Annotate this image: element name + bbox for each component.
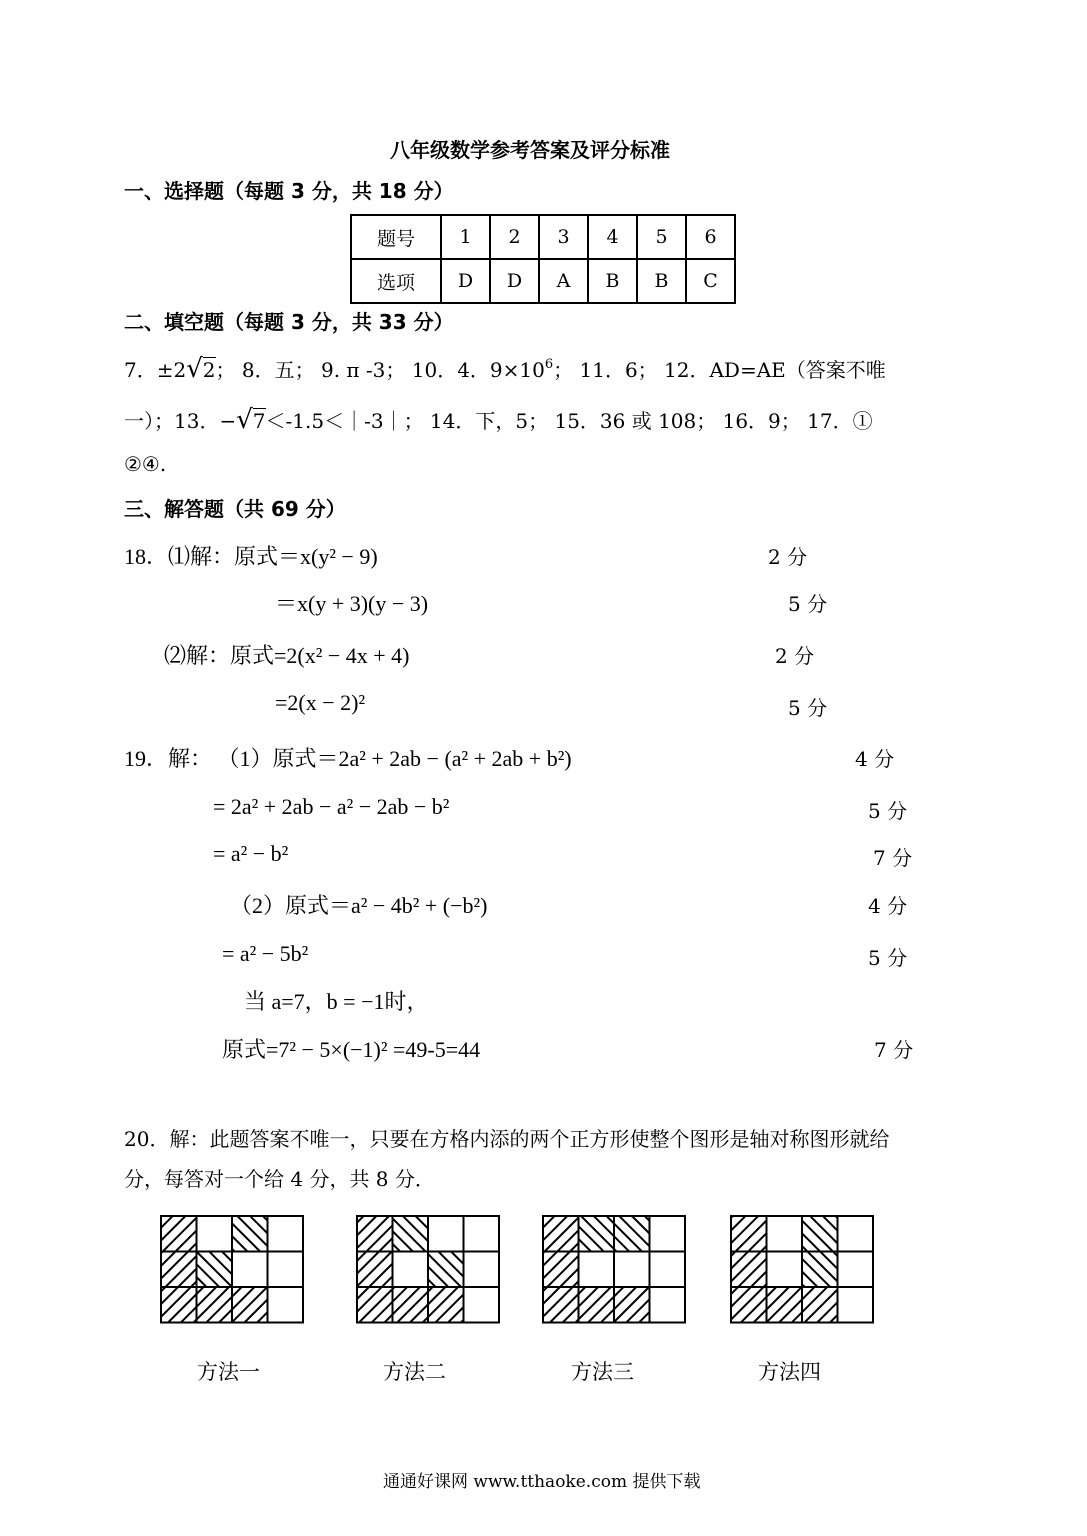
exponent: 6 — [544, 357, 554, 372]
empty-square — [767, 1216, 803, 1252]
q19-step-2: = 2a² + 2ab − a² − 2ab − b² — [213, 794, 450, 819]
shaded-square — [802, 1216, 838, 1252]
empty-square — [393, 1252, 429, 1288]
empty-square — [197, 1216, 233, 1252]
empty-square — [650, 1287, 686, 1323]
text-fragment: 一）；13．− — [124, 409, 237, 433]
sqrt-radicand: 2 — [202, 358, 216, 382]
text-fragment: ＜-1.5＜｜-3｜； 14．下，5； 15．36 或 108； 16．9； 17．① — [265, 409, 873, 433]
q18-step-4: =2(x − 2)² — [275, 690, 366, 715]
empty-square — [464, 1287, 500, 1323]
shaded-square — [428, 1287, 464, 1323]
sqrt-radicand: 7 — [252, 409, 266, 433]
grid-figure-1 — [161, 1216, 303, 1323]
q18-step-1: 18．⑴解：原式＝x(y² − 9) — [124, 544, 378, 569]
empty-square — [579, 1252, 615, 1288]
shaded-square — [232, 1287, 268, 1323]
table-cell: 6 — [686, 215, 735, 259]
q19-condition: 当 a=7，b = −1时， — [244, 989, 429, 1014]
table-cell: D — [490, 259, 539, 303]
table-cell: D — [441, 259, 490, 303]
shaded-square — [357, 1287, 393, 1323]
table-cell: 5 — [637, 215, 686, 259]
table-cell: B — [588, 259, 637, 303]
empty-square — [838, 1252, 874, 1288]
empty-square — [428, 1216, 464, 1252]
shaded-square — [731, 1216, 767, 1252]
shaded-square — [731, 1252, 767, 1288]
q18-score-2: 5 分 — [788, 592, 828, 616]
text-fragment: ； 8．五； 9. π -3； 10．4．9×10 — [215, 358, 545, 382]
table-cell: 3 — [539, 215, 588, 259]
shaded-square — [543, 1252, 579, 1288]
shaded-square — [543, 1287, 579, 1323]
q19-step-4: （2）原式＝a² − 4b² + (−b²) — [230, 893, 488, 918]
table-header-number: 题号 — [351, 215, 441, 259]
q19-score-1: 4 分 — [855, 747, 895, 771]
empty-square — [268, 1252, 304, 1288]
empty-square — [268, 1216, 304, 1252]
shaded-square — [428, 1252, 464, 1288]
shaded-square — [579, 1287, 615, 1323]
section-heading-fill: 二、填空题（每题 3 分，共 33 分） — [124, 310, 454, 334]
q18-score-3: 2 分 — [775, 644, 815, 668]
grid-figure-3 — [543, 1216, 685, 1323]
empty-square — [650, 1252, 686, 1288]
q19-score-5: 5 分 — [868, 946, 908, 970]
q19-step-1: 19．解： （1）原式＝2a² + 2ab − (a² + 2ab + b²) — [124, 746, 572, 771]
shaded-square — [197, 1252, 233, 1288]
shaded-square — [802, 1252, 838, 1288]
section-heading-choice: 一、选择题（每题 3 分，共 18 分） — [124, 179, 454, 203]
shaded-square — [614, 1216, 650, 1252]
table-cell: C — [686, 259, 735, 303]
shaded-square — [614, 1287, 650, 1323]
empty-square — [464, 1216, 500, 1252]
q19-score-6: 7 分 — [874, 1038, 914, 1062]
sqrt-symbol: √ — [236, 405, 253, 435]
method-label-4: 方法四 — [758, 1360, 821, 1384]
q19-step-3: = a² − b² — [213, 841, 289, 866]
empty-square — [268, 1287, 304, 1323]
sqrt-symbol: √ — [186, 354, 203, 384]
empty-square — [232, 1252, 268, 1288]
method-label-2: 方法二 — [383, 1360, 446, 1384]
page-title: 八年级数学参考答案及评分标准 — [390, 138, 670, 162]
shaded-square — [393, 1216, 429, 1252]
q19-score-4: 4 分 — [868, 894, 908, 918]
empty-square — [767, 1252, 803, 1288]
shaded-square — [393, 1287, 429, 1323]
shaded-square — [802, 1287, 838, 1323]
text-fragment: ； 11．6； 12．AD=AE（答案不唯 — [553, 358, 886, 382]
shaded-square — [543, 1216, 579, 1252]
table-cell: A — [539, 259, 588, 303]
q20-line-2: 分，每答对一个给 4 分，共 8 分． — [124, 1167, 435, 1191]
shaded-square — [767, 1287, 803, 1323]
shaded-square — [161, 1287, 197, 1323]
q18-score-4: 5 分 — [788, 696, 828, 720]
table-cell: 1 — [441, 215, 490, 259]
empty-square — [464, 1252, 500, 1288]
empty-square — [838, 1216, 874, 1252]
q19-step-5: = a² − 5b² — [222, 941, 309, 966]
shaded-square — [357, 1252, 393, 1288]
table-cell: 4 — [588, 215, 637, 259]
q19-score-3: 7 分 — [873, 846, 913, 870]
footer-text: 通通好课网 www.tthaoke.com 提供下载 — [383, 1472, 701, 1492]
method-label-1: 方法一 — [197, 1360, 260, 1384]
q20-line-1: 20．解：此题答案不唯一，只要在方格内添的两个正方形使整个图形是轴对称图形就给 — [124, 1127, 890, 1151]
shaded-square — [731, 1287, 767, 1323]
grid-figure-4 — [731, 1216, 873, 1323]
q19-step-6: 原式=7² − 5×(−1)² =49-5=44 — [222, 1037, 481, 1062]
shaded-square — [161, 1252, 197, 1288]
table-cell: B — [637, 259, 686, 303]
empty-square — [614, 1252, 650, 1288]
q18-step-3: ⑵解：原式=2(x² − 4x + 4) — [164, 643, 410, 668]
q19-score-2: 5 分 — [868, 799, 908, 823]
shaded-square — [232, 1216, 268, 1252]
grid-figure-2 — [357, 1216, 499, 1323]
q18-score-1: 2 分 — [768, 545, 808, 569]
method-label-3: 方法三 — [571, 1360, 634, 1384]
empty-square — [838, 1287, 874, 1323]
section-heading-solve: 三、解答题（共 69 分） — [124, 497, 346, 521]
table-header-option: 选项 — [351, 259, 441, 303]
q18-step-2: ＝x(y + 3)(y − 3) — [275, 591, 429, 616]
text-fragment: 7．±2 — [124, 358, 187, 382]
shaded-square — [579, 1216, 615, 1252]
fill-answers-line-3: ②④. — [124, 452, 167, 476]
empty-square — [650, 1216, 686, 1252]
shaded-square — [357, 1216, 393, 1252]
shaded-square — [197, 1287, 233, 1323]
table-cell: 2 — [490, 215, 539, 259]
shaded-square — [161, 1216, 197, 1252]
